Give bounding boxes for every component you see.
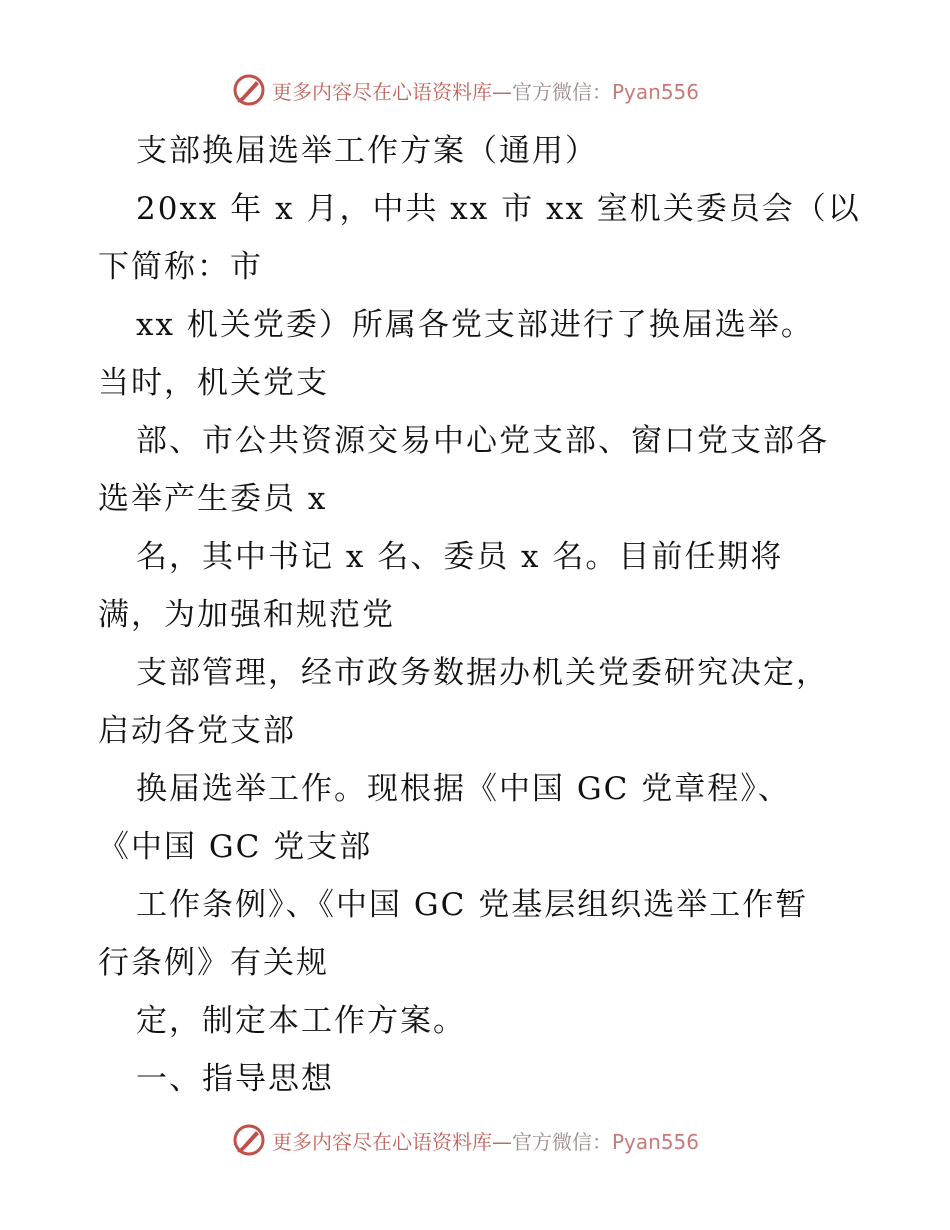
quill-logo-icon bbox=[232, 73, 266, 107]
watermark-label: 官方微信： bbox=[512, 79, 612, 104]
text-line: 当时，机关党支 bbox=[98, 365, 329, 401]
text-line: 20xx 年 x 月，中共 xx 市 xx 室机关委员会（以 bbox=[136, 191, 861, 227]
text-line: 下简称：市 bbox=[98, 249, 263, 285]
watermark-separator: — bbox=[492, 79, 512, 104]
text-line: 行条例》有关规 bbox=[98, 945, 329, 981]
header-watermark bbox=[232, 70, 699, 110]
text-line: 支部管理，经市政务数据办机关党委研究决定， bbox=[136, 655, 829, 691]
text-line: 满，为加强和规范党 bbox=[98, 597, 395, 633]
text-line: 换届选举工作。现根据《中国 GC 党章程》、 bbox=[136, 771, 791, 807]
document-body bbox=[98, 122, 861, 1108]
watermark-account: Pyan556 bbox=[612, 1129, 700, 1154]
text-line: 工作条例》、《中国 GC 党基层组织选举工作暂 bbox=[136, 887, 809, 923]
text-line: 《中国 GC 党支部 bbox=[98, 829, 373, 865]
text-line: 选举产生委员 x bbox=[98, 481, 328, 517]
footer-watermark bbox=[232, 1120, 699, 1160]
watermark-text bbox=[272, 76, 699, 105]
watermark-account: Pyan556 bbox=[612, 79, 700, 104]
watermark-separator: — bbox=[492, 1129, 512, 1154]
quill-logo-icon bbox=[232, 1123, 266, 1157]
text-line: xx 机关党委）所属各党支部进行了换届选举。 bbox=[136, 307, 814, 343]
text-line: 支部换届选举工作方案（通用） bbox=[136, 133, 598, 169]
watermark-text bbox=[272, 1126, 699, 1155]
watermark-site-text: 更多内容尽在心语资料库 bbox=[272, 79, 492, 104]
text-line: 名，其中书记 x 名、委员 x 名。目前任期将 bbox=[136, 539, 784, 575]
section-heading: 一、指导思想 bbox=[136, 1061, 334, 1097]
text-line: 定，制定本工作方案。 bbox=[136, 1003, 466, 1039]
text-line: 部、市公共资源交易中心党支部、窗口党支部各 bbox=[136, 423, 829, 459]
text-line: 启动各党支部 bbox=[98, 713, 296, 749]
watermark-label: 官方微信： bbox=[512, 1129, 612, 1154]
watermark-site-text: 更多内容尽在心语资料库 bbox=[272, 1129, 492, 1154]
